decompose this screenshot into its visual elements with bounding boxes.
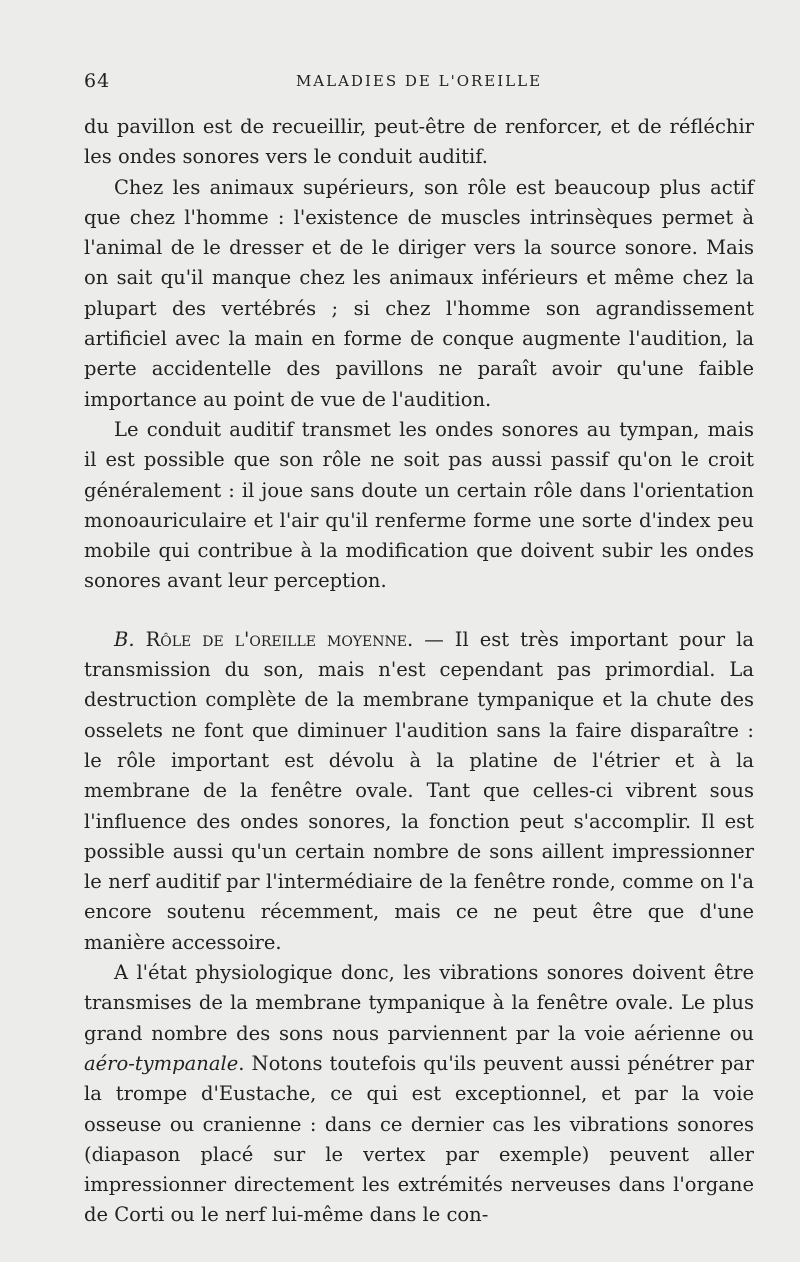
paragraph-conduit: Le conduit auditif transmet les ondes sonores au tympan, mais il est possible que son rôle ne soit pas aussi passif qu'on le croit généralement : il joue sans doute un certain rôle dans l'orientation monoauriculaire et l'air qu'il renferme forme une sorte d'index peu mobile qui contribue à la modification que doivent subir les ondes sonores avant leur perception. (84, 417, 754, 593)
section-b-text: Il est très important pour la transmission du son, mais n'est cependant pas primordial. La destruction complète de la membrane tympanique et la chute des osselets ne font que diminuer l'audition sans la faire disparaître : le rôle important est dévolu à la platine de l'étrier et à la membrane de la fenêtre ovale. Tant que celles-ci vibrent sous l'influence des ondes sonores, la fonction peut s'accomplir. Il est possible aussi qu'un certain nombre de sons aillent impressionner le nerf auditif par l'intermédiaire de la fenêtre ronde, comme on l'a encore soutenu récemment, mais ce ne peut être que d'une manière accessoire. (84, 627, 754, 954)
body-text (84, 112, 754, 1231)
section-heading: Rôle de l'oreille moyenne. (145, 627, 414, 651)
paragraph-continuation: du pavillon est de recueillir, peut-être de renforcer, et de réfléchir les ondes sonores vers le conduit auditif. (84, 115, 754, 169)
section-letter: B. (114, 627, 135, 651)
paragraph-physiological (84, 958, 754, 1231)
paragraph-part-2: . Notons toutefois qu'ils peuvent aussi pénétrer par la trompe d'Eustache, ce qui est exceptionnel, et par la voie osseuse ou cranienne : dans ce dernier cas les vibrations sonores (diapason placé sur le vertex par exemple) peuvent aller impressionner directement les extrémités nerveuses dans l'organe de Corti ou le nerf lui-même dans le con- (84, 1051, 754, 1227)
section-dash: — (424, 627, 444, 651)
running-title: MALADIES DE L'OREILLE (295, 72, 543, 90)
italic-term: aéro-tympanale (84, 1051, 239, 1075)
paragraph-animals: Chez les animaux supérieurs, son rôle est beaucoup plus actif que chez l'homme : l'existence de muscles intrinsèques permet à l'animal de le dresser et de le diriger vers la source sonore. Mais on sait qu'il manque chez les animaux inférieurs et même chez la plupart des vertébrés ; si chez l'homme son agrandissement artificiel avec la main en forme de conque augmente l'audition, la perte accidentelle des pavillons ne paraît avoir qu'une faible importance au point de vue de l'audition. (84, 175, 754, 411)
page-number: 64 (84, 70, 111, 92)
paragraph-part-1: A l'état physiologique donc, les vibrations sonores doivent être transmises de la membrane tympanique à la fenêtre ovale. Le plus grand nombre des sons nous parviennent par la voie aérienne ou (84, 961, 754, 1045)
page-header (84, 70, 754, 100)
section-b-paragraph (84, 625, 754, 958)
